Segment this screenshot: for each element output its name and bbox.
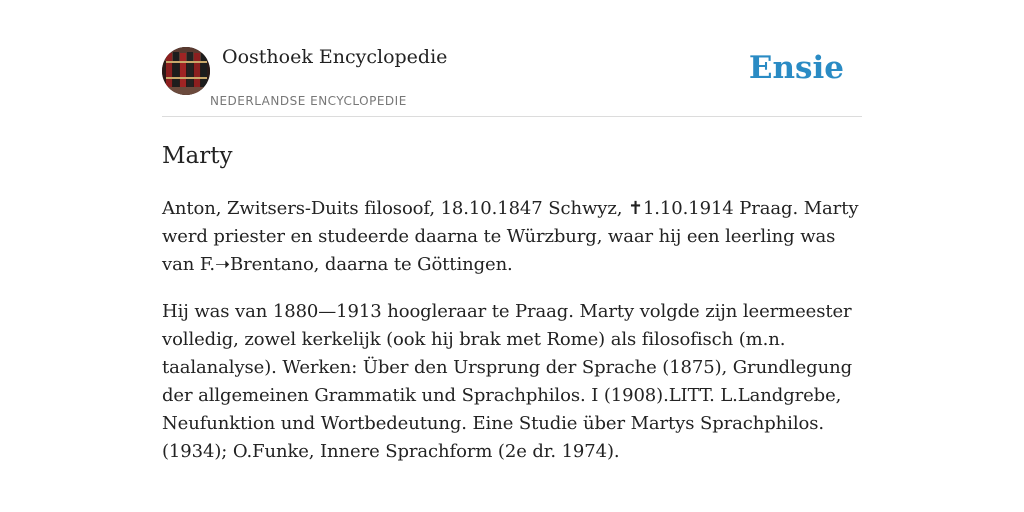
entry-paragraph: Hij was van 1880—1913 hoogleraar te Praag. Marty volgde zijn leermeester volledig, zowel kerkelijk (ook hij brak met Rome) als filosofisch (m.n. taalanalyse). Werken: Über den Ursprung der Sprache (1875), Grundlegung der allgemeinen Grammatik und Sprachphilos. I (1908).LITT. L.Landgrebe, Neufunktion und Wortbedeutung. Eine Studie über Martys Sprachphilos. (1934); O.Funke, Innere Sprachform (2e dr. 1974). [162,301,853,462]
source-header [162,40,862,117]
ensie-logo-link[interactable]: Ensie [748,50,844,86]
article-card [162,40,862,466]
entry-title: Marty [162,143,233,169]
source-subtitle: NEDERLANDSE ENCYCLOPEDIE [210,94,407,108]
entry-paragraph: Anton, Zwitsers-Duits filosoof, 18.10.1847 Schwyz, ✝1.10.1914 Praag. Marty werd priester en studeerde daarna te Würzburg, waar hij een leerling was van F.➝Brentano, daarna te Göttingen. [162,198,859,275]
source-title[interactable]: Oosthoek Encyclopedie [222,46,448,68]
encyclopedia-books-icon[interactable] [162,47,210,95]
